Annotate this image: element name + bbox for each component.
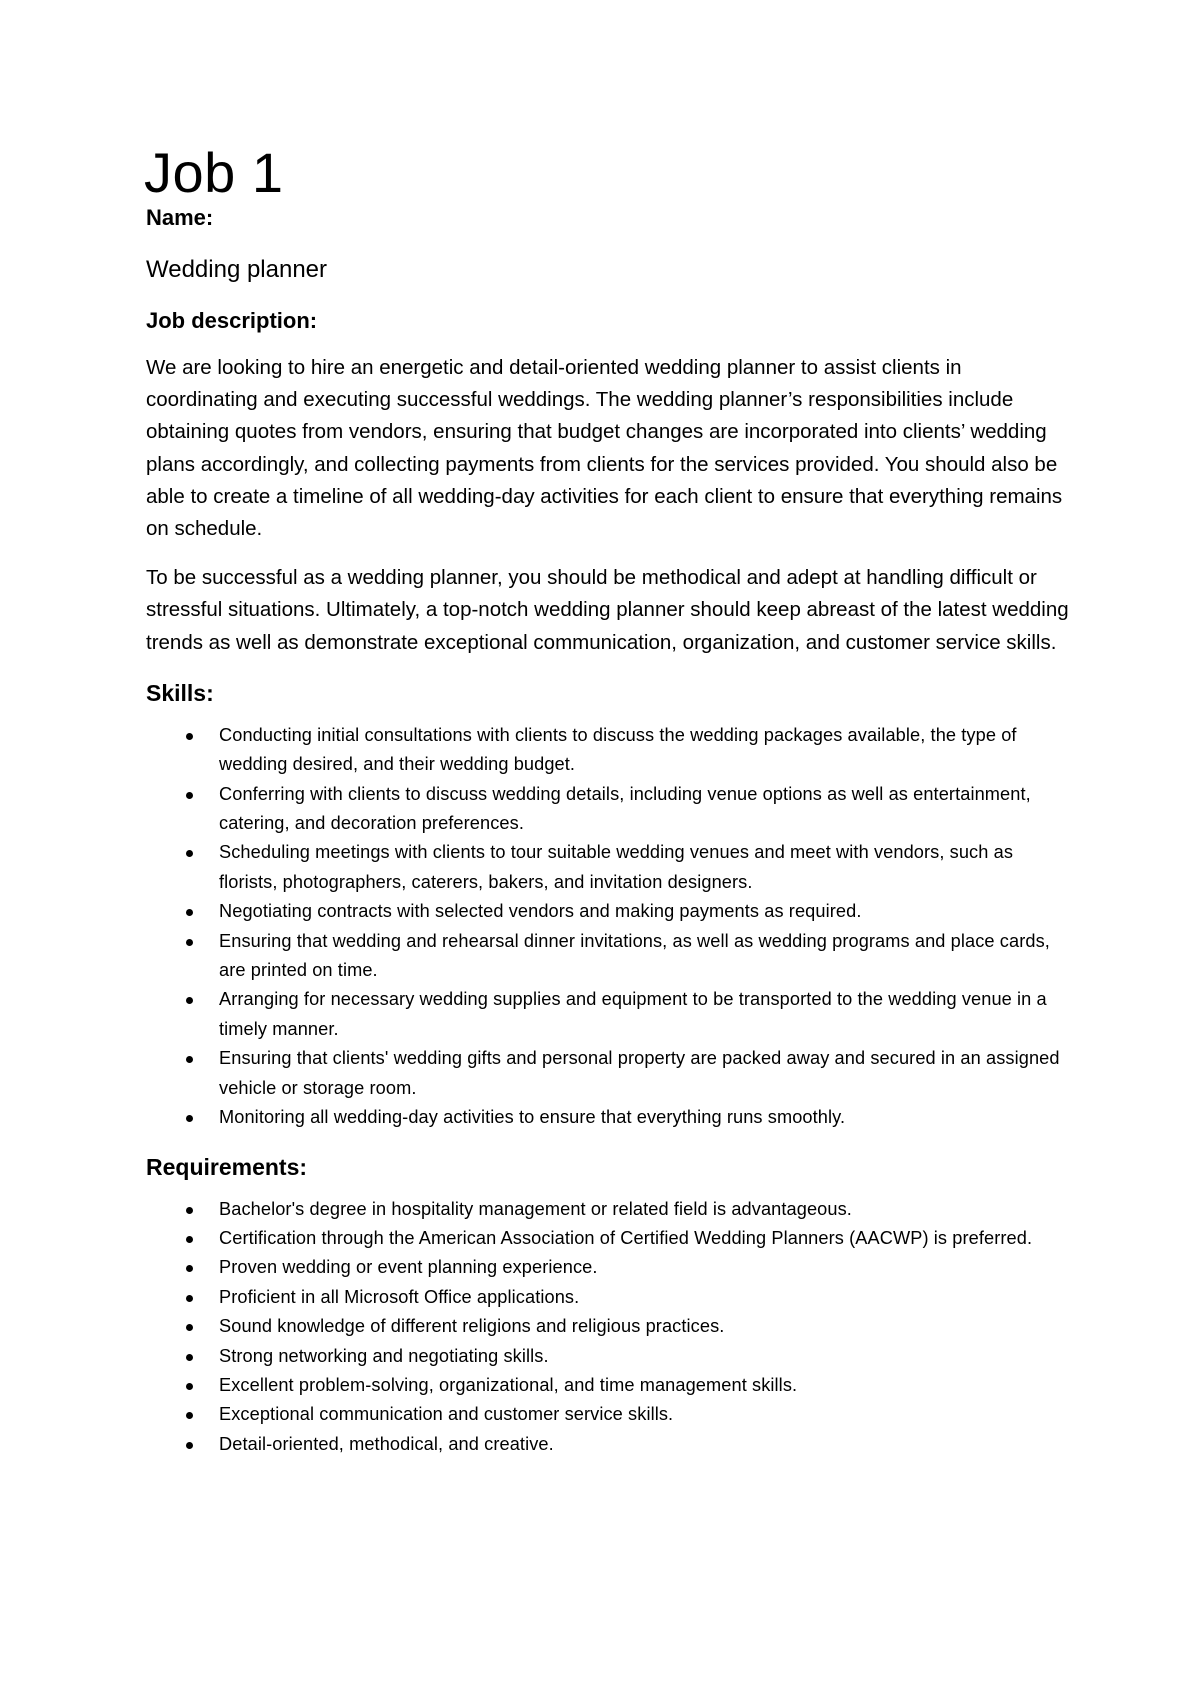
bullet-icon bbox=[186, 792, 193, 799]
requirement-text: Excellent problem-solving, organizational, and time management skills. bbox=[219, 1374, 798, 1395]
job-name-value: Wedding planner bbox=[146, 256, 328, 283]
bullet-icon bbox=[186, 909, 193, 916]
requirement-text: Proven wedding or event planning experience. bbox=[219, 1257, 598, 1278]
requirement-text: Proficient in all Microsoft Office applications. bbox=[219, 1286, 580, 1307]
list-item bbox=[146, 721, 1076, 780]
bullet-icon bbox=[186, 1412, 193, 1419]
bullet-icon bbox=[186, 939, 193, 946]
list-item bbox=[146, 1224, 1076, 1253]
skills-label: Skills: bbox=[146, 679, 214, 706]
skills-list bbox=[146, 721, 1076, 1133]
requirement-text: Sound knowledge of different religions and religious practices. bbox=[219, 1316, 725, 1337]
bullet-icon bbox=[186, 997, 193, 1004]
skill-text: Negotiating contracts with selected vendors and making payments as required. bbox=[219, 901, 862, 922]
list-item bbox=[146, 1283, 1076, 1312]
bullet-icon bbox=[186, 1236, 193, 1243]
list-item bbox=[146, 1342, 1076, 1371]
list-item bbox=[146, 1044, 1076, 1103]
requirements-list bbox=[146, 1195, 1076, 1460]
skill-text: Arranging for necessary wedding supplies and equipment to be transported to the wedding venue in a timely manner. bbox=[219, 989, 1047, 1039]
list-item bbox=[146, 1253, 1076, 1282]
requirements-label: Requirements: bbox=[146, 1153, 308, 1180]
list-item bbox=[146, 927, 1076, 986]
skill-text: Conferring with clients to discuss wedding details, including venue options as well as entertainment, catering, and decoration preferences. bbox=[219, 783, 1031, 834]
bullet-icon bbox=[186, 1442, 193, 1449]
requirement-text: Exceptional communication and customer service skills. bbox=[219, 1404, 674, 1425]
list-item bbox=[146, 838, 1076, 897]
list-item bbox=[146, 897, 1076, 926]
name-label: Name: bbox=[146, 205, 214, 230]
bullet-icon bbox=[186, 733, 193, 740]
bullet-icon bbox=[186, 850, 193, 857]
job-description-label: Job description: bbox=[146, 308, 318, 333]
bullet-icon bbox=[186, 1115, 193, 1122]
requirement-text: Detail-oriented, methodical, and creative. bbox=[219, 1433, 554, 1454]
bullet-icon bbox=[186, 1207, 193, 1214]
bullet-icon bbox=[186, 1383, 193, 1390]
list-item bbox=[146, 1371, 1076, 1400]
list-item bbox=[146, 1400, 1076, 1429]
page-title: Job 1 bbox=[144, 141, 284, 204]
list-item bbox=[146, 1312, 1076, 1341]
skill-text: Monitoring all wedding-day activities to ensure that everything runs smoothly. bbox=[219, 1107, 846, 1128]
requirement-text: Certification through the American Association of Certified Wedding Planners (AACWP) is preferred. bbox=[219, 1227, 1033, 1248]
job-description-paragraph: We are looking to hire an energetic and detail-oriented wedding planner to assist clients in coordinating and executing successful weddings. The wedding planner’s responsibilities include obtaining quotes from vendors, ensuring that budget changes are incorporated into clients’ wedding plans accordingly, and collecting payments from clients for the services provided. You should also be able to create a timeline of all wedding-day activities for each client to ensure that everything remains on schedule. bbox=[146, 356, 1063, 541]
skill-text: Ensuring that wedding and rehearsal dinner invitations, as well as wedding programs and place cards, are printed on time. bbox=[219, 930, 1050, 981]
bullet-icon bbox=[186, 1295, 193, 1302]
list-item bbox=[146, 985, 1076, 1044]
job-description-paragraph: To be successful as a wedding planner, you should be methodical and adept at handling difficult or stressful situations. Ultimately, a top-notch wedding planner should keep abreast of the latest wedding trends as well as demonstrate exceptional communication, organization, and customer service skills. bbox=[146, 566, 1069, 654]
skill-text: Conducting initial consultations with clients to discuss the wedding packages available, the type of wedding desired, and their wedding budget. bbox=[219, 724, 1017, 775]
bullet-icon bbox=[186, 1324, 193, 1331]
list-item bbox=[146, 780, 1076, 839]
requirement-text: Strong networking and negotiating skills. bbox=[219, 1345, 549, 1366]
document-content bbox=[146, 140, 1076, 1459]
skill-text: Ensuring that clients' wedding gifts and personal property are packed away and secured in an assigned vehicle or storage room. bbox=[219, 1048, 1060, 1098]
list-item bbox=[146, 1103, 1076, 1132]
skill-text: Scheduling meetings with clients to tour suitable wedding venues and meet with vendors, such as florists, photographers, caterers, bakers, and invitation designers. bbox=[219, 842, 1014, 892]
requirement-text: Bachelor's degree in hospitality management or related field is advantageous. bbox=[219, 1198, 852, 1219]
list-item bbox=[146, 1195, 1076, 1224]
bullet-icon bbox=[186, 1056, 193, 1063]
bullet-icon bbox=[186, 1354, 193, 1361]
list-item bbox=[146, 1430, 1076, 1459]
bullet-icon bbox=[186, 1265, 193, 1272]
